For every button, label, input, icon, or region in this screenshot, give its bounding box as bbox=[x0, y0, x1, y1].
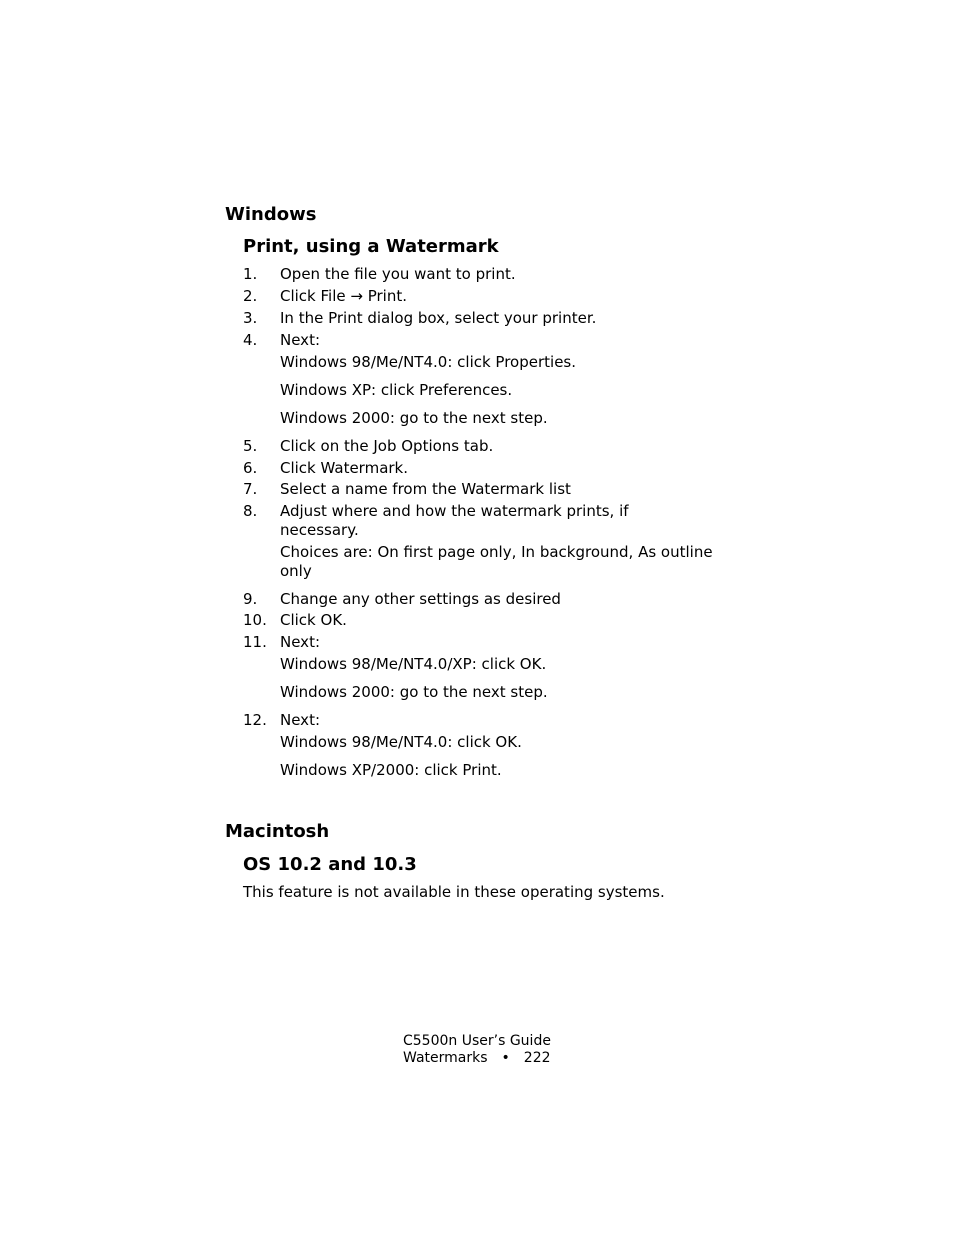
print-watermark-subheading: Print, using a Watermark bbox=[243, 236, 499, 257]
step-subtext: Choices are: On first page only, In background, As outline only bbox=[280, 543, 713, 580]
macintosh-body-text: This feature is not available in these operating systems. bbox=[243, 883, 665, 901]
step-number: 10. bbox=[243, 611, 267, 629]
step-subtext: Windows 2000: go to the next step. bbox=[280, 683, 548, 701]
step-number: 8. bbox=[243, 502, 258, 520]
step-subtext: Windows 98/Me/NT4.0: click OK. bbox=[280, 733, 522, 751]
step-number: 7. bbox=[243, 480, 258, 498]
step-number: 6. bbox=[243, 459, 258, 477]
step-subtext: Windows 98/Me/NT4.0: click Properties. bbox=[280, 353, 577, 371]
os-version-subheading: OS 10.2 and 10.3 bbox=[243, 854, 417, 875]
step-text: Change any other settings as desired bbox=[280, 590, 561, 608]
step-number: 4. bbox=[243, 331, 258, 349]
step-subtext: Windows 2000: go to the next step. bbox=[280, 409, 548, 427]
step-number: 5. bbox=[243, 437, 258, 455]
step-number: 9. bbox=[243, 590, 258, 608]
step-number: 1. bbox=[243, 265, 258, 283]
step-text: Open the file you want to print. bbox=[280, 265, 516, 283]
step-text: Click OK. bbox=[280, 611, 347, 629]
footer-section: Watermarks bbox=[403, 1050, 488, 1066]
step-text: Click Watermark. bbox=[280, 459, 409, 477]
step-text: Next: bbox=[280, 633, 320, 651]
footer-page-number: 222 bbox=[523, 1050, 551, 1066]
step-number: 12. bbox=[243, 711, 267, 729]
footer-bullet: • bbox=[501, 1050, 510, 1066]
footer-guide-title: C5500n User’s Guide bbox=[403, 1033, 551, 1049]
step-text: Click File → Print. bbox=[280, 287, 407, 305]
macintosh-heading: Macintosh bbox=[225, 821, 330, 842]
step-text: In the Print dialog box, select your printer. bbox=[280, 309, 597, 327]
step-text: Click on the Job Options tab. bbox=[280, 437, 494, 455]
step-number: 11. bbox=[243, 633, 267, 651]
step-number: 2. bbox=[243, 287, 258, 305]
footer-section-line bbox=[403, 1050, 551, 1067]
step-text: Select a name from the Watermark list bbox=[280, 480, 571, 498]
step-text: Adjust where and how the watermark prints, if necessary. bbox=[280, 502, 629, 539]
step-subtext: Windows 98/Me/NT4.0/XP: click OK. bbox=[280, 655, 547, 673]
step-subtext: Windows XP: click Preferences. bbox=[280, 381, 513, 399]
step-text: Next: bbox=[280, 711, 320, 729]
windows-heading: Windows bbox=[225, 204, 317, 225]
step-number: 3. bbox=[243, 309, 258, 327]
step-subtext: Windows XP/2000: click Print. bbox=[280, 761, 502, 779]
step-text: Next: bbox=[280, 331, 320, 349]
